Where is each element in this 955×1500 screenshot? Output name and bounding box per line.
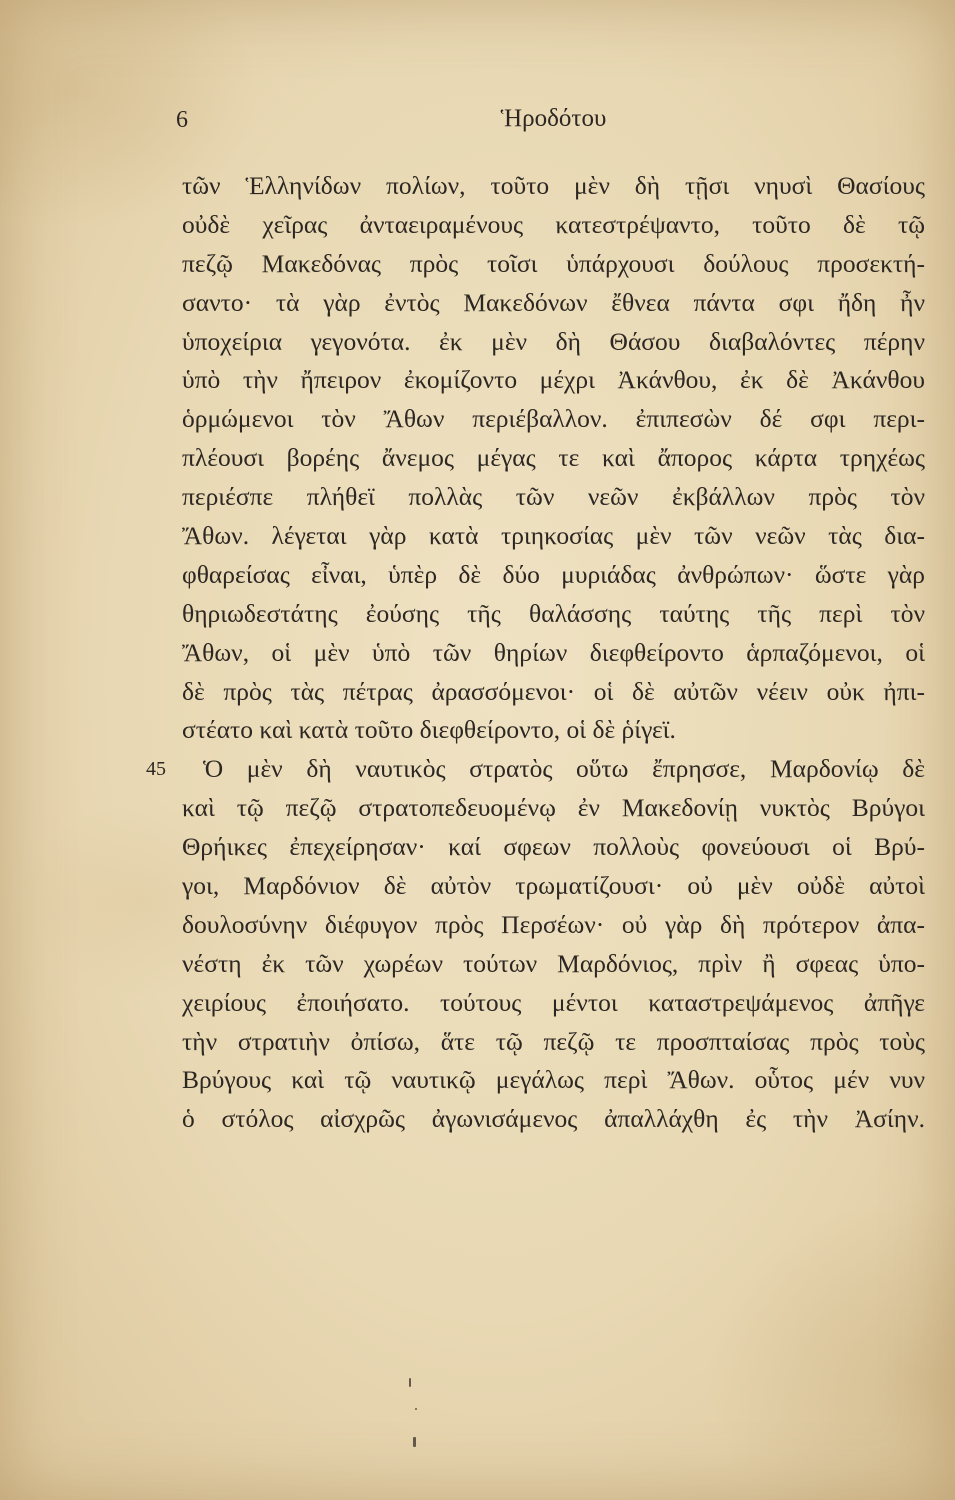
line-text: στέατο καὶ κατὰ τοῦτο διεφθείροντο, οἱ δὲ ῥίγεϊ. bbox=[182, 715, 676, 745]
text-line bbox=[182, 206, 925, 245]
line-text: ὑπὸ τὴν ἤπειρον ἐκομίζοντο μέχρι Ἀκάνθου, ἐκ δὲ Ἀκάνθου bbox=[182, 365, 925, 395]
line-text: Ἄθων, οἱ μὲν ὑπὸ τῶν θηρίων διεφθείροντο ἁρπαζόμενοι, οἱ bbox=[182, 637, 925, 667]
line-text: τὴν στρατιὴν ὀπίσω, ἅτε τῷ πεζῷ τε προσπταίσας πρὸς τοὺς bbox=[182, 1026, 925, 1056]
ink-speck bbox=[413, 1437, 416, 1447]
line-text: φθαρείσας εἶναι, ὑπὲρ δὲ δύο μυριάδας ἀνθρώπων· ὥστε γὰρ bbox=[182, 559, 925, 589]
text-line bbox=[182, 478, 925, 517]
line-text: θηριωδεστάτης ἐούσης τῆς θαλάσσης ταύτης τῆς περὶ τὸν bbox=[182, 598, 925, 628]
text-line bbox=[182, 439, 925, 478]
text-line bbox=[182, 400, 925, 439]
line-text: Θρήικες ἐπεχείρησαν· καί σφεων πολλοὺς φονεύουσι οἱ Βρύ- bbox=[182, 832, 925, 862]
text-line bbox=[182, 1023, 925, 1062]
text-line bbox=[182, 945, 925, 984]
line-text: Βρύγους καὶ τῷ ναυτικῷ μεγάλως περὶ Ἄθων. οὗτος μέν νυν bbox=[182, 1065, 925, 1095]
line-text: οὐδὲ χεῖρας ἀνταειραμένους κατεστρέψαντο, τοῦτο δὲ τῷ bbox=[182, 209, 925, 239]
line-text: τῶν Ἑλληνίδων πολίων, τοῦτο μὲν δὴ τῇσι νηυσὶ Θασίους bbox=[182, 171, 925, 200]
text-line bbox=[182, 167, 925, 206]
body-text bbox=[182, 167, 925, 1139]
line-text: νέστη ἐκ τῶν χωρέων τούτων Μαρδόνιος, πρὶν ἢ σφεας ὑπο- bbox=[182, 948, 925, 978]
line-text: Ὁ μὲν δὴ ναυτικὸς στρατὸς οὕτω ἔπρησσε, Μαρδονίῳ δὲ bbox=[203, 754, 925, 784]
text-line bbox=[182, 789, 925, 828]
line-text: δουλοσύνην διέφυγον πρὸς Περσέων· οὐ γὰρ δὴ πρότερον ἀπα- bbox=[182, 909, 925, 939]
text-line bbox=[182, 595, 925, 634]
text-line bbox=[182, 984, 925, 1023]
line-text: δὲ πρὸς τὰς πέτρας ἀρασσόμενοι· οἱ δὲ αὐτῶν νέειν οὐκ ἠπι- bbox=[182, 676, 925, 706]
line-text: καὶ τῷ πεζῷ στρατοπεδευομένῳ ἐν Μακεδονίῃ νυκτὸς Βρύγοι bbox=[182, 793, 925, 823]
line-text: γοι, Μαρδόνιον δὲ αὐτὸν τρωματίζουσι· οὐ μὲν οὐδὲ αὐτοὶ bbox=[182, 871, 925, 901]
text-line bbox=[182, 245, 925, 284]
text-line bbox=[182, 323, 925, 362]
text-line bbox=[182, 867, 925, 906]
text-line bbox=[182, 634, 925, 673]
text-line bbox=[182, 828, 925, 867]
text-line bbox=[182, 673, 925, 712]
text-line bbox=[182, 361, 925, 400]
text-line bbox=[182, 284, 925, 323]
margin-section-number: 45 bbox=[146, 758, 166, 780]
running-head: Ἡροδότου bbox=[500, 105, 607, 132]
ink-speck bbox=[415, 1408, 417, 1410]
line-text: ὑποχείρια γεγονότα. ἐκ μὲν δὴ Θάσου διαβαλόντες πέρην bbox=[182, 326, 925, 356]
paragraph-last-line bbox=[182, 711, 925, 750]
page-number: 6 bbox=[176, 107, 188, 133]
ink-speck bbox=[409, 1378, 411, 1387]
text-line bbox=[182, 556, 925, 595]
line-text: ὁ στόλος αἰσχρῶς ἀγωνισάμενος ἀπαλλάχθη ἐς τὴν Ἀσίην. bbox=[182, 1104, 925, 1134]
paragraph-first-line bbox=[182, 750, 925, 789]
text-line bbox=[182, 517, 925, 556]
line-text: Ἄθων. λέγεται γὰρ κατὰ τριηκοσίας μὲν τῶν νεῶν τὰς δια- bbox=[182, 521, 925, 551]
text-line bbox=[182, 906, 925, 945]
line-text: χειρίους ἐποιήσατο. τούτους μέντοι καταστρεψάμενος ἀπῆγε bbox=[182, 987, 925, 1017]
line-text: πλέουσι βορέης ἄνεμος μέγας τε καὶ ἄπορος κάρτα τρηχέως bbox=[182, 443, 925, 473]
line-text: περιέσπε πλήθεϊ πολλὰς τῶν νεῶν ἐκβάλλων πρὸς τὸν bbox=[182, 482, 925, 512]
line-text: σαντο· τὰ γὰρ ἐντὸς Μακεδόνων ἔθνεα πάντα σφι ἤδη ἦν bbox=[182, 287, 925, 317]
text-line bbox=[182, 1100, 925, 1139]
line-text: πεζῷ Μακεδόνας πρὸς τοῖσι ὑπάρχουσι δούλους προσεκτή- bbox=[182, 248, 925, 278]
line-text: ὁρμώμενοι τὸν Ἄθων περιέβαλλον. ἐπιπεσὼν δέ σφι περι- bbox=[182, 404, 925, 434]
text-line bbox=[182, 1061, 925, 1100]
